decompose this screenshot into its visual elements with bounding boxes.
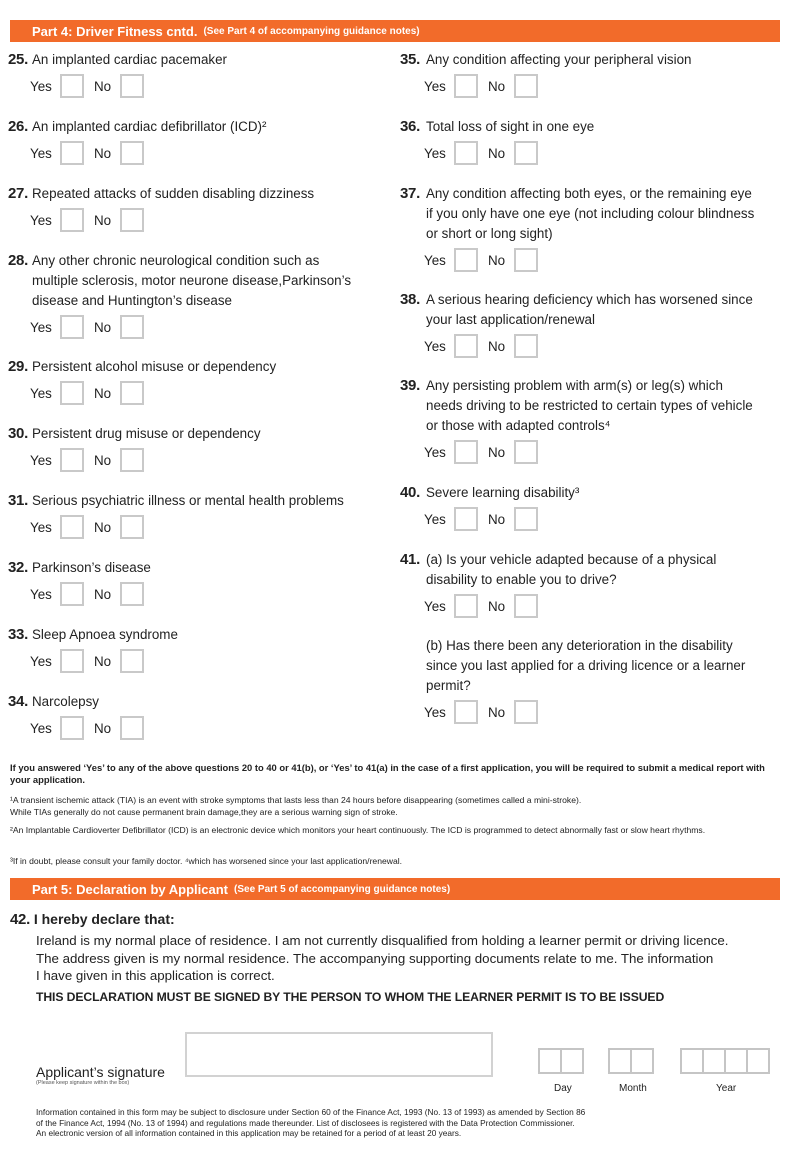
no-checkbox-30[interactable] <box>120 448 144 472</box>
question-30 <box>8 424 261 472</box>
question-41b <box>400 636 745 724</box>
no-checkbox-31[interactable] <box>120 515 144 539</box>
question-text: An implanted cardiac pacemaker <box>32 52 228 67</box>
yes-label: Yes <box>30 78 52 94</box>
no-checkbox-39[interactable] <box>514 440 538 464</box>
no-checkbox-35[interactable] <box>514 74 538 98</box>
question-header <box>8 491 344 511</box>
month-digit-2[interactable] <box>630 1048 654 1074</box>
yes-no-row <box>30 649 178 673</box>
question-header <box>400 184 754 244</box>
no-label: No <box>94 720 112 736</box>
yes-label: Yes <box>424 145 446 161</box>
question-31 <box>8 491 344 539</box>
question-text: Parkinson’s disease <box>32 560 151 575</box>
question-header <box>400 117 594 137</box>
declaration-heading <box>10 911 175 928</box>
signature-label: Applicant’s signature <box>36 1064 165 1080</box>
question-40 <box>400 483 579 531</box>
yes-label: Yes <box>30 212 52 228</box>
part4-header <box>10 20 780 42</box>
question-number: 31. <box>8 492 28 509</box>
question-text: Any other chronic neurological condition such as multiple sclerosis, motor neurone disease,Parkinson’s disease and Huntington’s disease <box>32 253 352 308</box>
no-checkbox-37[interactable] <box>514 248 538 272</box>
question-header <box>400 376 753 436</box>
no-checkbox-41[interactable] <box>514 594 538 618</box>
yes-no-row <box>30 582 154 606</box>
question-text: (b) Has there been any deterioration in the disability since you last applied for a driving licence or a learner permit? <box>426 638 746 693</box>
no-checkbox-25[interactable] <box>120 74 144 98</box>
no-label: No <box>94 385 112 401</box>
question-41 <box>400 550 716 618</box>
question-header <box>8 184 314 204</box>
question-number: 39. <box>400 377 420 394</box>
question-35 <box>400 50 692 98</box>
question-text: Repeated attacks of sudden disabling dizziness <box>32 186 315 201</box>
question-32 <box>8 558 154 606</box>
yes-no-row <box>30 315 351 339</box>
year-digit-4[interactable] <box>746 1048 770 1074</box>
yes-no-row <box>30 448 261 472</box>
question-number: 36. <box>400 118 420 135</box>
day-label: Day <box>554 1083 572 1094</box>
question-header <box>8 117 266 137</box>
yes-no-row <box>424 334 753 358</box>
question-26 <box>8 117 266 165</box>
no-label: No <box>94 78 112 94</box>
yes-checkbox-38[interactable] <box>454 334 478 358</box>
no-checkbox-32[interactable] <box>120 582 144 606</box>
question-text: Serious psychiatric illness or mental health problems <box>32 493 344 508</box>
no-label: No <box>94 452 112 468</box>
signature-box[interactable] <box>185 1032 493 1077</box>
no-label: No <box>94 586 112 602</box>
question-header <box>8 357 276 377</box>
no-checkbox-38[interactable] <box>514 334 538 358</box>
question-number: 37. <box>400 185 420 202</box>
no-label: No <box>488 704 506 720</box>
question-header <box>8 424 261 444</box>
yes-label: Yes <box>30 653 52 669</box>
question-text: Any persisting problem with arm(s) or leg(s) which needs driving to be restricted to certain types of vehicle or those with adapted controls⁴ <box>426 378 753 433</box>
question-header <box>8 558 154 578</box>
footnote-1b: While TIAs generally do not cause permanent brain damage,they are a serious warning sign of stroke. <box>10 807 398 817</box>
question-header <box>8 251 351 311</box>
part4-title: Part 4: Driver Fitness cntd. <box>32 23 198 39</box>
day-digit-1[interactable] <box>538 1048 562 1074</box>
question-text: Narcolepsy <box>32 694 99 709</box>
yes-label: Yes <box>30 586 52 602</box>
question-header <box>8 692 154 712</box>
question-text: Severe learning disability³ <box>426 485 580 500</box>
declaration-number: 42. <box>10 911 30 928</box>
no-label: No <box>94 145 112 161</box>
question-number: 26. <box>8 118 28 135</box>
question-38 <box>400 290 753 358</box>
question-header <box>400 636 745 696</box>
part5-header <box>10 878 780 900</box>
question-33 <box>8 625 178 673</box>
question-number: 35. <box>400 51 420 68</box>
question-number: 34. <box>8 693 28 710</box>
no-label: No <box>488 598 506 614</box>
question-39 <box>400 376 753 464</box>
question-text: Any condition affecting your peripheral vision <box>426 52 692 67</box>
part5-subtitle: (See Part 5 of accompanying guidance notes) <box>234 883 451 895</box>
question-number: 25. <box>8 51 28 68</box>
question-text: Any condition affecting both eyes, or the remaining eye if you only have one eye (not including colour blindness or short or long sight) <box>426 186 755 241</box>
no-label: No <box>488 511 506 527</box>
declaration-warning: THIS DECLARATION MUST BE SIGNED BY THE PERSON TO WHOM THE LEARNER PERMIT IS TO BE ISSUED <box>36 990 665 1004</box>
yes-no-row <box>30 716 154 740</box>
question-header <box>400 483 579 503</box>
yes-checkbox-35[interactable] <box>454 74 478 98</box>
question-37 <box>400 184 754 272</box>
question-text: (a) Is your vehicle adapted because of a physical disability to enable you to drive? <box>426 552 717 587</box>
question-text: Total loss of sight in one eye <box>426 119 595 134</box>
yes-no-row <box>30 141 266 165</box>
question-header <box>8 50 227 70</box>
day-boxes <box>538 1048 582 1074</box>
declaration-body: Ireland is my normal place of residence. I am not currently disqualified from holding a learner permit or driving licence. The address given is my normal residence. The accompanying supporting documents relate to me. The information I have given in this application is correct. <box>36 933 729 983</box>
yes-label: Yes <box>424 444 446 460</box>
question-number: 32. <box>8 559 28 576</box>
yes-checkbox-26[interactable] <box>60 141 84 165</box>
yes-no-row <box>30 208 314 232</box>
yes-no-row <box>30 74 227 98</box>
yes-label: Yes <box>30 452 52 468</box>
no-checkbox-34[interactable] <box>120 716 144 740</box>
yes-checkbox-27[interactable] <box>60 208 84 232</box>
yes-checkbox-36[interactable] <box>454 141 478 165</box>
yes-checkbox-37[interactable] <box>454 248 478 272</box>
question-28 <box>8 251 351 339</box>
yes-label: Yes <box>30 145 52 161</box>
yes-checkbox-25[interactable] <box>60 74 84 98</box>
no-label: No <box>488 145 506 161</box>
yes-checkbox-33[interactable] <box>60 649 84 673</box>
yes-no-row <box>424 248 754 272</box>
yes-label: Yes <box>424 78 446 94</box>
question-text: An implanted cardiac defibrillator (ICD)² <box>32 119 267 134</box>
yes-checkbox-31[interactable] <box>60 515 84 539</box>
yes-no-row <box>424 700 745 724</box>
yes-label: Yes <box>424 511 446 527</box>
no-label: No <box>488 444 506 460</box>
year-digit-2[interactable] <box>702 1048 726 1074</box>
no-label: No <box>488 338 506 354</box>
yes-checkbox-41[interactable] <box>454 594 478 618</box>
no-checkbox-28[interactable] <box>120 315 144 339</box>
no-checkbox-29[interactable] <box>120 381 144 405</box>
question-25 <box>8 50 227 98</box>
yes-no-row <box>30 515 344 539</box>
question-27 <box>8 184 314 232</box>
yes-checkbox-32[interactable] <box>60 582 84 606</box>
month-boxes <box>608 1048 652 1074</box>
year-digit-1[interactable] <box>680 1048 704 1074</box>
yes-label: Yes <box>424 338 446 354</box>
no-label: No <box>94 212 112 228</box>
yes-no-row <box>424 507 579 531</box>
question-text: A serious hearing deficiency which has worsened since your last application/renewal <box>426 292 753 327</box>
question-number: 40. <box>400 484 420 501</box>
no-checkbox-36[interactable] <box>514 141 538 165</box>
no-checkbox-27[interactable] <box>120 208 144 232</box>
yes-no-row <box>424 594 716 618</box>
year-boxes <box>680 1048 768 1074</box>
question-text: Persistent alcohol misuse or dependency <box>32 359 277 374</box>
question-number: 29. <box>8 358 28 375</box>
question-header <box>400 290 753 330</box>
part4-subtitle: (See Part 4 of accompanying guidance notes) <box>203 25 420 37</box>
yes-checkbox-34[interactable] <box>60 716 84 740</box>
yes-no-row <box>424 74 692 98</box>
yes-no-row <box>424 141 594 165</box>
no-label: No <box>94 519 112 535</box>
no-checkbox-26[interactable] <box>120 141 144 165</box>
yes-checkbox-40[interactable] <box>454 507 478 531</box>
footnote-1: ¹A transient ischemic attack (TIA) is an event with stroke symptoms that lasts less than 24 hours before disappearing (sometimes called a mini-stroke). <box>10 795 582 805</box>
yes-label: Yes <box>424 598 446 614</box>
signature-sublabel: (Please keep signature within the box) <box>36 1080 130 1086</box>
yes-no-row <box>424 440 753 464</box>
year-label: Year <box>716 1083 737 1094</box>
question-header <box>8 625 178 645</box>
footnote-2: ²An Implantable Cardioverter Defibrillator (ICD) is an electronic device which monitors your heart continuously. The ICD is programmed to detect abnormally fast or slow heart rhythms. <box>10 825 706 835</box>
footnote-3-4: ³If in doubt, please consult your family doctor. ⁴which has worsened since your last application/renewal. <box>10 856 403 866</box>
no-checkbox-33[interactable] <box>120 649 144 673</box>
day-digit-2[interactable] <box>560 1048 584 1074</box>
question-number: 27. <box>8 185 28 202</box>
yes-checkbox-30[interactable] <box>60 448 84 472</box>
yes-label: Yes <box>424 704 446 720</box>
yes-label: Yes <box>30 385 52 401</box>
question-text: Persistent drug misuse or dependency <box>32 426 261 441</box>
month-label: Month <box>619 1083 647 1094</box>
question-number: 33. <box>8 626 28 643</box>
question-34 <box>8 692 154 740</box>
yes-label: Yes <box>30 720 52 736</box>
question-number: 38. <box>400 291 420 308</box>
yes-label: Yes <box>424 252 446 268</box>
question-header <box>400 550 716 590</box>
no-checkbox-41b[interactable] <box>514 700 538 724</box>
yes-label: Yes <box>30 319 52 335</box>
no-label: No <box>94 319 112 335</box>
year-digit-3[interactable] <box>724 1048 748 1074</box>
no-label: No <box>488 78 506 94</box>
yes-no-row <box>30 381 276 405</box>
month-digit-1[interactable] <box>608 1048 632 1074</box>
no-checkbox-40[interactable] <box>514 507 538 531</box>
yes-label: Yes <box>30 519 52 535</box>
yes-checkbox-28[interactable] <box>60 315 84 339</box>
yes-checkbox-29[interactable] <box>60 381 84 405</box>
question-header <box>400 50 692 70</box>
footer-disclosure: Information contained in this form may be subject to disclosure under Section 60 of the Finance Act, 1993 (No. 13 of 1993) as amended by Section 86 of the Finance Act, 1994 (No. 13 of 1994) and regulations made thereunder. List of disclosees is registered with the Data Protection Commissioner. An electronic version of all information contained in this application may be retained for a period of at least 20 years. <box>36 1107 586 1138</box>
question-text: Sleep Apnoea syndrome <box>32 627 178 642</box>
no-label: No <box>94 653 112 669</box>
question-number <box>400 636 426 696</box>
question-number: 41. <box>400 551 420 568</box>
question-number: 28. <box>8 252 28 269</box>
yes-checkbox-41b[interactable] <box>454 700 478 724</box>
declaration-heading-text: I hereby declare that: <box>33 911 175 927</box>
part5-title: Part 5: Declaration by Applicant <box>32 881 229 897</box>
question-number: 30. <box>8 425 28 442</box>
question-29 <box>8 357 276 405</box>
question-36 <box>400 117 594 165</box>
medical-report-note: If you answered ‘Yes’ to any of the above questions 20 to 40 or 41(b), or ‘Yes’ to 41(a) in the case of a first application, you will be required to submit a medical report with your application. <box>10 762 765 785</box>
no-label: No <box>488 252 506 268</box>
yes-checkbox-39[interactable] <box>454 440 478 464</box>
